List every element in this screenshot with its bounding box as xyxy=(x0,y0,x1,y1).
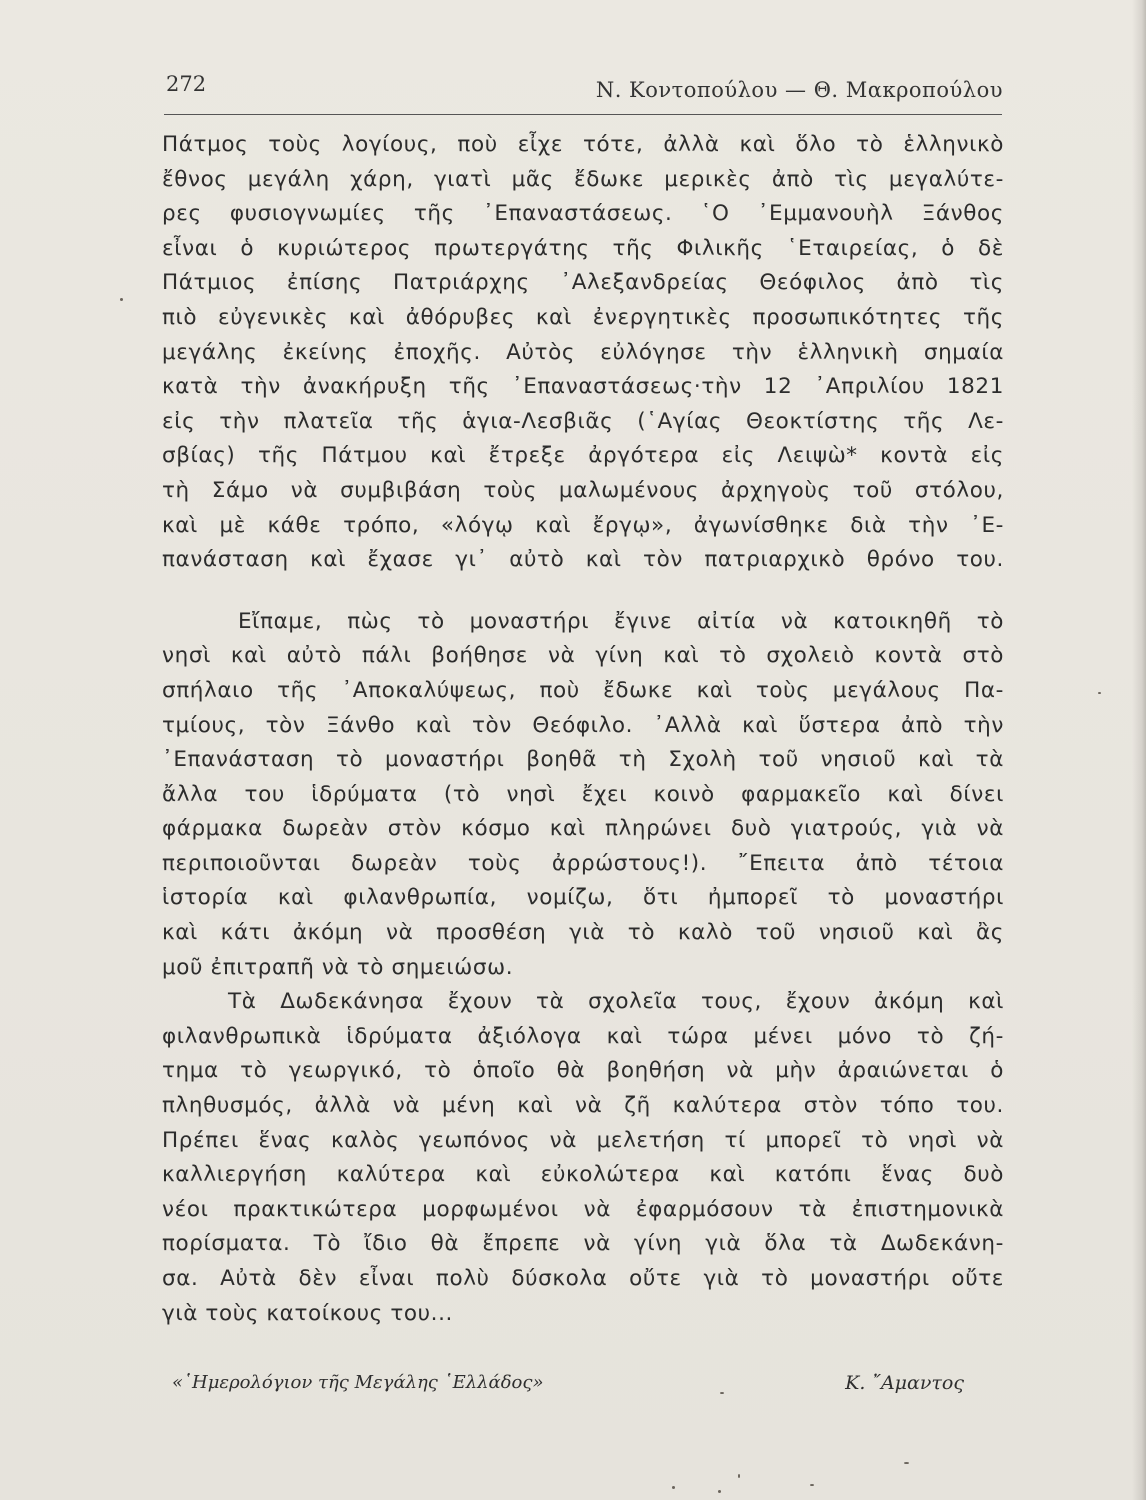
page-number: 272 xyxy=(166,72,207,96)
text-line: καλλιεργήση καλύτερα καὶ εὐκολώτερα καὶ κατόπι ἕνας δυὸ xyxy=(162,1162,1004,1188)
text-line: ἔθνος μεγάλη χάρη, γιατὶ μᾶς ἔδωκε μερικὲς ἀπὸ τὶς μεγαλύτε- xyxy=(162,166,1004,192)
text-line: φιλανθρωπικὰ ἱδρύματα ἀξιόλογα καὶ τώρα μένει μόνο τὸ ζή- xyxy=(162,1023,1004,1049)
text-line: γιὰ τοὺς κατοίκους του... xyxy=(162,1300,453,1326)
citation-source: «῾Ημερολόγιον τῆς Μεγάλης ῾Ελλάδος» xyxy=(172,1372,544,1393)
text-line: ἱστορία καὶ φιλανθρωπία, νομίζω, ὅτι ἠμπορεῖ τὸ μοναστήρι xyxy=(162,885,1004,911)
scan-speck xyxy=(738,1474,740,1478)
text-line: τὴ Σάμο νὰ συμβιβάση τοὺς μαλωμένους ἀρχηγοὺς τοῦ στόλου, xyxy=(162,477,1004,503)
text-line: περιποιοῦνται δωρεὰν τοὺς ἀρρώστους!). ῎Επειτα ἀπὸ τέτοια xyxy=(162,850,1004,876)
text-line: νέοι πρακτικώτερα μορφωμένοι νὰ ἐφαρμόσουν τὰ ἐπιστημονικὰ xyxy=(162,1196,1004,1222)
text-line: ᾿Επανάσταση τὸ μοναστήρι βοηθᾶ τὴ Σχολὴ τοῦ νησιοῦ καὶ τὰ xyxy=(162,747,1004,773)
text-line: φάρμακα δωρεὰν στὸν κόσμο καὶ πληρώνει δυὸ γιατρούς, γιὰ νὰ xyxy=(162,816,1004,842)
scan-speck xyxy=(720,1392,724,1394)
citation-author: Κ. ῎Αμαντος xyxy=(845,1372,964,1394)
text-line: μεγάλης ἐκείνης ἐποχῆς. Αὐτὸς εὐλόγησε τὴν ἑλληνικὴ σημαία xyxy=(162,339,1004,365)
text-line: τημα τὸ γεωργικό, τὸ ὁποῖο θὰ βοηθήση νὰ μὴν ἀραιώνεται ὁ xyxy=(162,1058,1004,1084)
scan-speck xyxy=(810,1484,814,1486)
scan-speck xyxy=(718,1490,721,1493)
text-line: καὶ μὲ κάθε τρόπο, «λόγῳ καὶ ἔργῳ», ἀγωνίσθηκε διὰ τὴν ᾿Ε- xyxy=(162,512,1004,538)
scan-speck xyxy=(1098,692,1101,694)
text-line: εἰς τὴν πλατεῖα τῆς ἁγια-Λεσβιᾶς (῾Αγίας Θεοκτίστης τῆς Λε- xyxy=(162,408,1004,434)
body-text xyxy=(162,128,1004,1331)
scan-speck xyxy=(904,1462,909,1464)
text-line: κατὰ τὴν ἀνακήρυξη τῆς ᾿Επαναστάσεως·τὴν 12 ᾿Απριλίου 1821 xyxy=(162,374,1004,400)
running-head: Ν. Κοντοπούλου — Θ. Μακροπούλου xyxy=(595,78,1003,102)
text-line: σπήλαιο τῆς ᾿Αποκαλύψεως, ποὺ ἔδωκε καὶ τοὺς μεγάλους Πα- xyxy=(162,677,1004,703)
paragraph-gap xyxy=(162,578,1004,605)
text-line: Τὰ Δωδεκάνησα ἔχουν τὰ σχολεῖα τους, ἔχουν ἀκόμη καὶ xyxy=(228,989,1004,1015)
text-line: πιὸ εὐγενικὲς καὶ ἀθόρυβες καὶ ἐνεργητικὲς προσωπικότητες τῆς xyxy=(162,304,1004,330)
page-edge-shadow xyxy=(1132,0,1146,1500)
text-line: σβίας) τῆς Πάτμου καὶ ἔτρεξε ἀργότερα εἰς Λειψὼ* κοντὰ εἰς xyxy=(162,443,1004,469)
text-line: πορίσματα. Τὸ ἴδιο θὰ ἔπρεπε νὰ γίνη γιὰ ὅλα τὰ Δωδεκάνη- xyxy=(162,1231,1004,1257)
text-line: Πάτμιος ἐπίσης Πατριάρχης ᾿Αλεξανδρείας Θεόφιλος ἀπὸ τὶς xyxy=(162,270,1004,296)
text-line: Πάτμος τοὺς λογίους, ποὺ εἶχε τότε, ἀλλὰ καὶ ὅλο τὸ ἑλληνικὸ xyxy=(162,132,1004,157)
text-line: μοῦ ἐπιτραπῆ νὰ τὸ σημειώσω. xyxy=(162,954,514,980)
text-line: σα. Αὐτὰ δὲν εἶναι πολὺ δύσκολα οὔτε γιὰ τὸ μοναστήρι οὔτε xyxy=(162,1266,1004,1291)
text-line: νησὶ καὶ αὐτὸ πάλι βοήθησε νὰ γίνη καὶ τὸ σχολειὸ κοντὰ στὸ xyxy=(162,643,1004,669)
text-line: τμίους, τὸν Ξάνθο καὶ τὸν Θεόφιλο. ᾿Αλλὰ καὶ ὕστερα ἀπὸ τὴν xyxy=(162,712,1004,738)
text-line: πληθυσμός, ἀλλὰ νὰ μένη καὶ νὰ ζῆ καλύτερα στὸν τόπο του. xyxy=(162,1093,1004,1119)
text-line: πανάσταση καὶ ἔχασε γι᾿ αὐτὸ καὶ τὸν πατριαρχικὸ θρόνο του. xyxy=(162,547,1004,573)
text-line: ρες φυσιογνωμίες τῆς ᾿Επαναστάσεως. ῾Ο ᾿Εμμανουὴλ Ξάνθος xyxy=(162,201,1004,227)
text-line: Εἴπαμε, πὼς τὸ μοναστήρι ἔγινε αἰτία νὰ κατοικηθῆ τὸ xyxy=(238,608,1004,634)
text-line: ἄλλα του ἱδρύματα (τὸ νησὶ ἔχει κοινὸ φαρμακεῖο καὶ δίνει xyxy=(162,781,1004,807)
scan-speck xyxy=(120,298,123,301)
scan-speck xyxy=(672,1486,675,1489)
text-line: Πρέπει ἕνας καλὸς γεωπόνος νὰ μελετήση τί μπορεῖ τὸ νησὶ νὰ xyxy=(162,1127,1004,1153)
text-line: εἶναι ὁ κυριώτερος πρωτεργάτης τῆς Φιλικῆς ῾Εταιρείας, ὁ δὲ xyxy=(162,235,1004,261)
header-rule xyxy=(164,114,1002,115)
text-line: καὶ κάτι ἀκόμη νὰ προσθέση γιὰ τὸ καλὸ τοῦ νησιοῦ καὶ ἂς xyxy=(162,920,1004,946)
